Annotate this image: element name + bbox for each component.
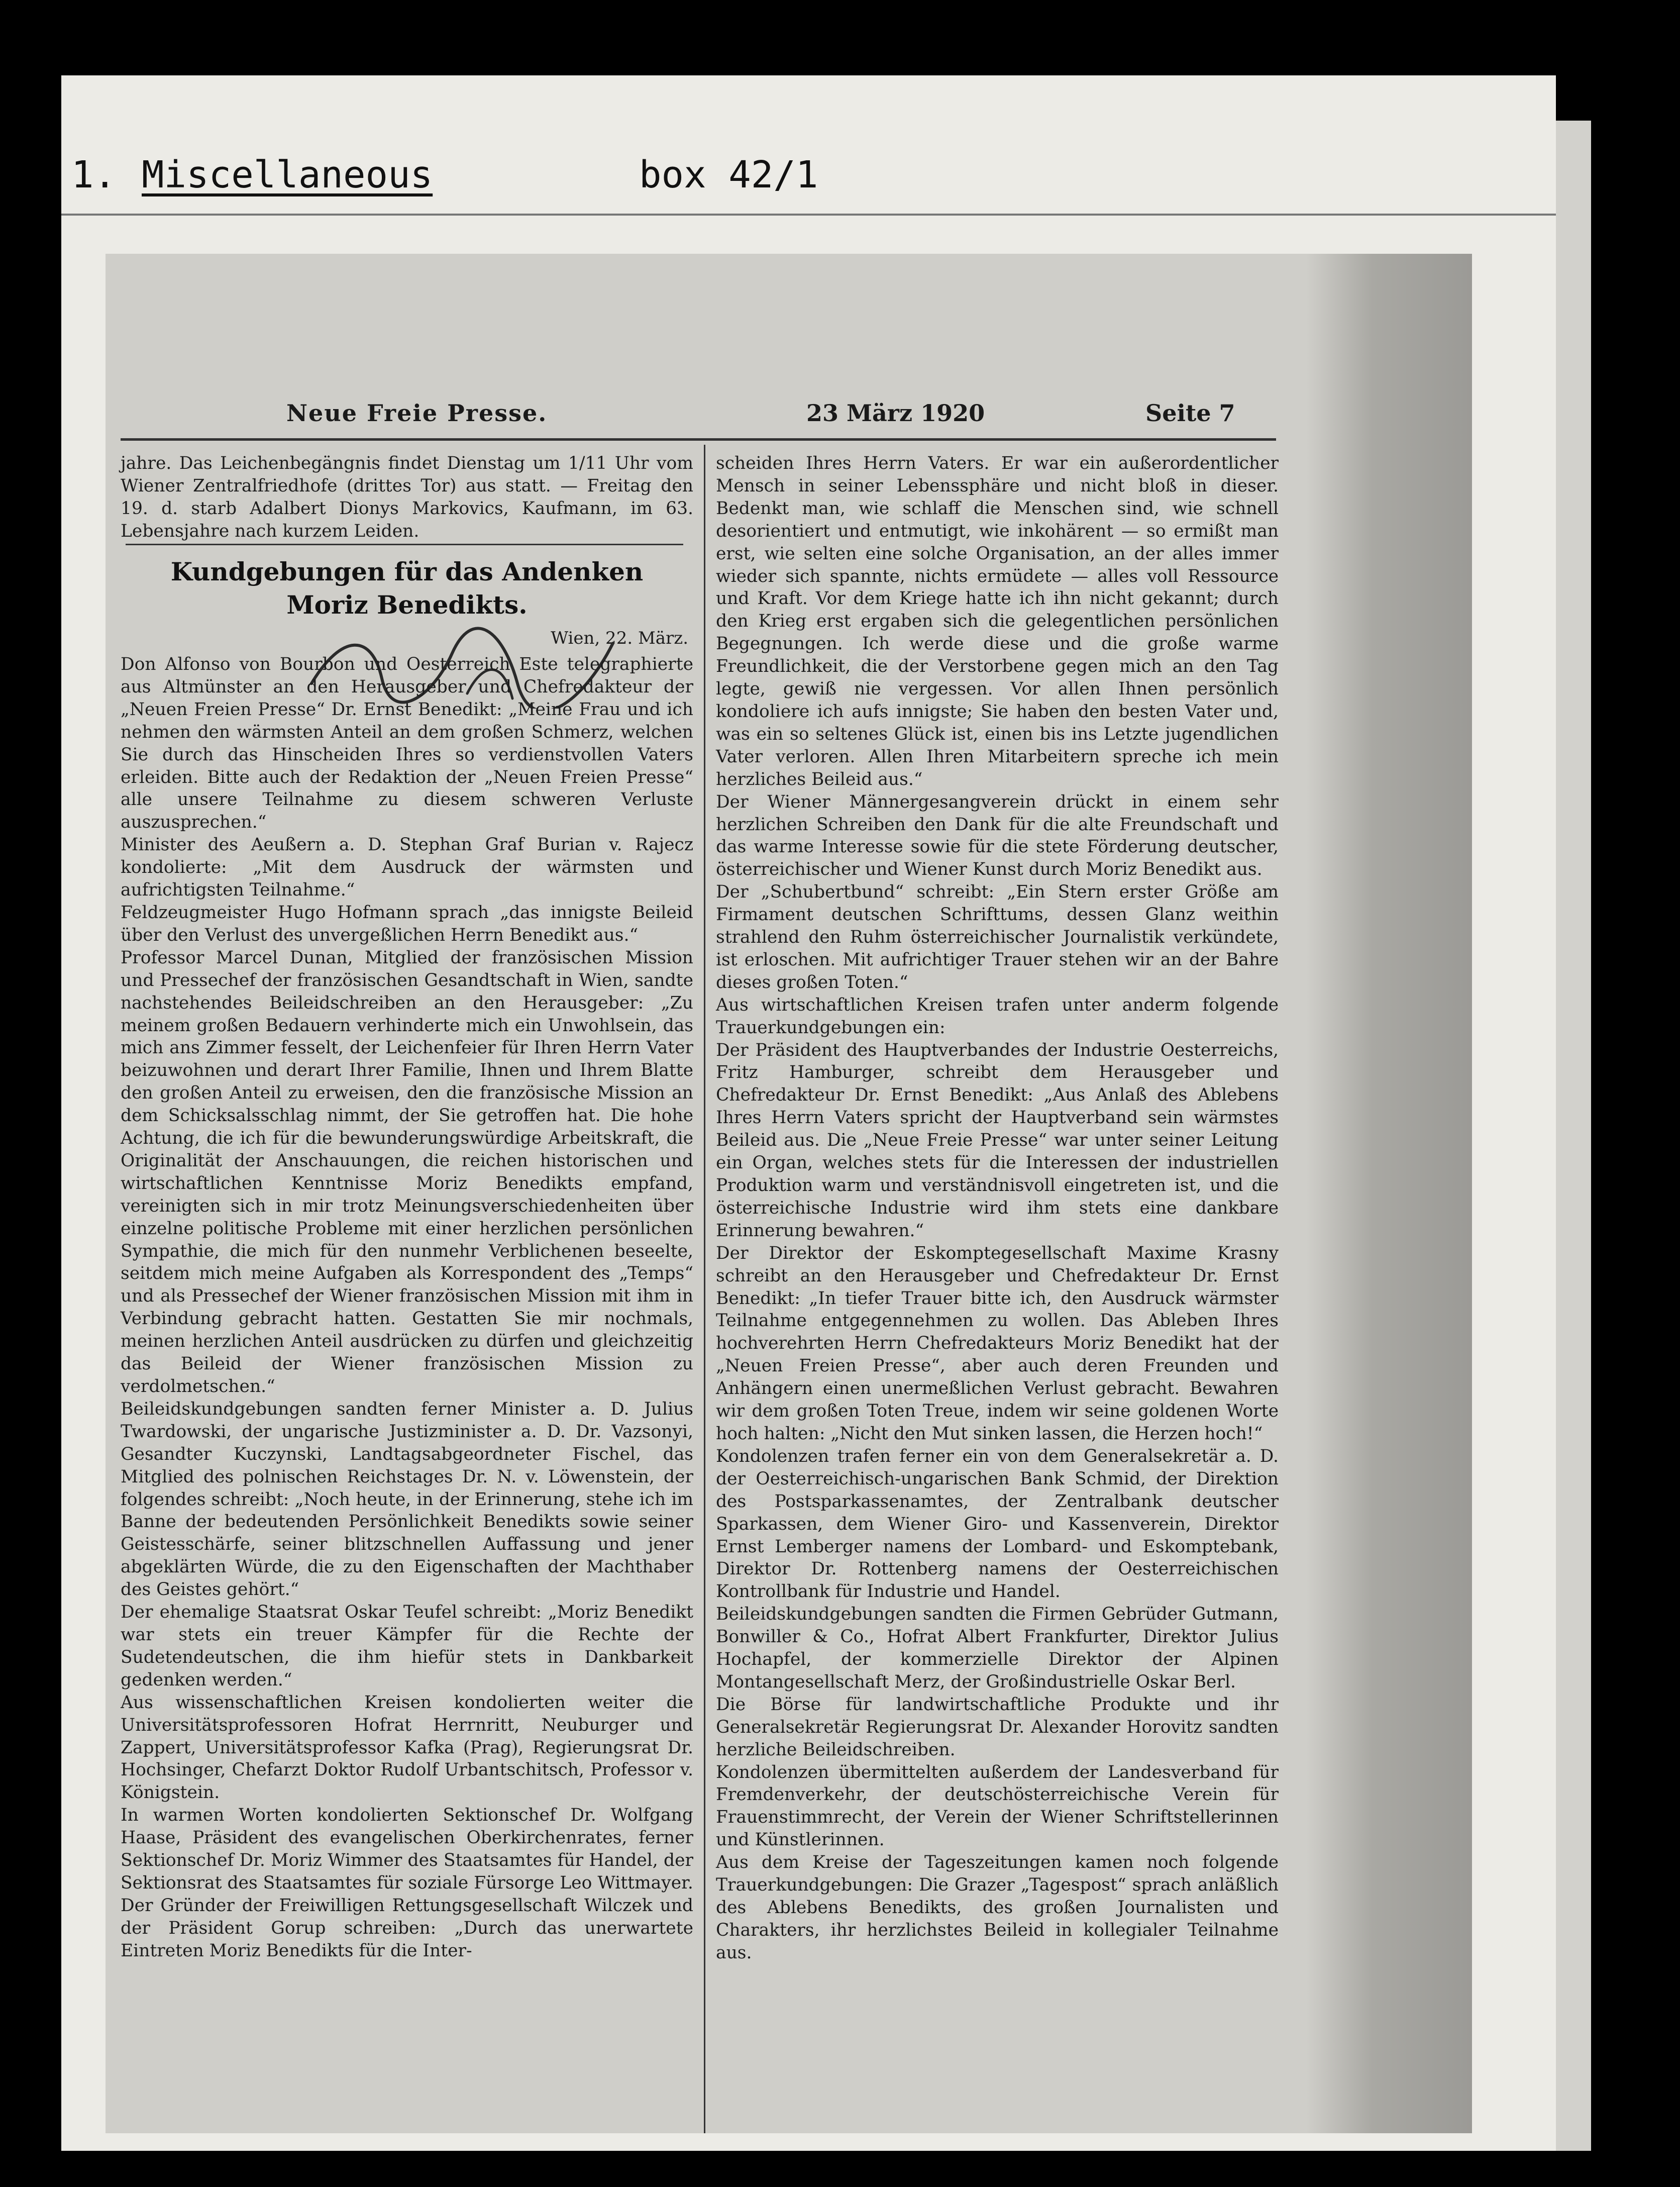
paragraph: Aus wissenschaftlichen Kreisen kondolierten weiter die Universitätsprofessoren Hofrat Herrnritt, Neuburger und Zappert, Universitätsprofessor Kafka (Prag), Regierungsrat Dr. Hochsinger, Chefarzt Doktor Rudolf Urbantschitsch, Professor v. Königstein. xyxy=(121,1692,693,1803)
sheet-edge xyxy=(1556,121,1591,2151)
newspaper-masthead xyxy=(121,400,1271,435)
newspaper-name: Neue Freie Presse. xyxy=(286,400,548,427)
paragraph: Kondolenzen übermittelten außerdem der Landesverband für Fremdenverkehr, der deutschösterreichische Verein für Frauenstimmrecht, der Verein der Wiener Schriftstellerinnen und Künstlerinnen. xyxy=(716,1762,1279,1850)
paragraph: Kondolenzen trafen ferner ein von dem Generalsekretär a. D. der Oesterreichisch-ungarischen Bank Schmid, der Direktion des Postsparkassenamtes, der Zentralbank deutscher Sparkassen, dem Wiener Giro- und Kassenverein, Direktor Ernst Lemberger namens der Lombard- und Eskomptebank, Direktor Dr. Rottenberg namens der Oesterreichischen Kontrollbank für Industrie und Handel. xyxy=(716,1446,1279,1602)
paragraph: Der Direktor der Eskomptegesellschaft Maxime Krasny schreibt an den Herausgeber und Chefredakteur Dr. Ernst Benedikt: „In tiefer Trauer bitte ich, den Ausdruck wärmster Teilnahme entgegennehmen zu wollen. Das Ableben Ihres hochverehrten Herrn Chefredakteurs Moriz Benedikt hat der „Neuen Freien Presse“, aber auch deren Freunden und Anhängern einen unermeßlichen Verlust gebracht. Bewahren wir dem großen Toten Treue, indem wir seine goldenen Worte hoch halten: „Nicht den Mut sinken lassen, die Herzen hoch!“ xyxy=(716,1243,1279,1444)
paragraph: Aus dem Kreise der Tageszeitungen kamen noch folgende Trauerkundgebungen: Die Grazer „Tagespost“ sprach anläßlich des Ablebens Benedikts, des großen Journalisten und Charakters, ihr herzlichstes Beileid in kollegialer Teilnahme aus. xyxy=(716,1852,1279,1963)
paragraph: Don Alfonso von Bourbon und Oesterreich Este telegraphierte aus Altmünster an den Herausgeber und Chefredakteur der „Neuen Freien Presse“ Dr. Ernst Benedikt: „Meine Frau und ich nehmen den wärmsten Anteil an dem großen Schmerz, welchen Sie durch das Hinscheiden Ihres so verdienstvollen Vaters erleiden. Bitte auch der Redaktion der „Neuen Freien Presse“ alle unsere Teilnahme zu diesem schweren Verluste auszusprechen.“ xyxy=(121,654,693,833)
label-series: Miscellaneous xyxy=(142,153,433,196)
label-number: 1. xyxy=(71,153,117,196)
paragraph: Der Präsident des Hauptverbandes der Industrie Oesterreichs, Fritz Hamburger, schreibt dem Herausgeber und Chefredakteur Dr. Ernst Benedikt: „Aus Anlaß des Ablebens Ihres Herrn Vaters spricht der Hauptverband sein wärmstes Beileid aus. Die „Neue Freie Presse“ war unter seiner Leitung ein Organ, welches stets für die Interessen der industriellen Produktion warm und verständnisvoll eingetreten ist, und die österreichische Industrie wird ihm stets eine dankbare Erinnerung bewahren.“ xyxy=(716,1040,1279,1241)
archive-label xyxy=(61,143,1556,219)
column-divider xyxy=(704,445,705,2133)
paragraph: Der Wiener Männergesangverein drückt in einem sehr herzlichen Schreiben den Dank für die alte Freundschaft und das warme Interesse sowie für die stete Förderung deutscher, österreichischer und Wiener Kunst durch Moriz Benedikt aus. xyxy=(716,791,1279,880)
paragraph: Feldzeugmeister Hugo Hofmann sprach „das innigste Beileid über den Verlust des unvergeßlichen Herrn Benedikt aus.“ xyxy=(121,902,693,945)
paragraph: Beileidskundgebungen sandten ferner Minister a. D. Julius Twardowski, der ungarische Justizminister a. D. Dr. Vazsonyi, Gesandter Kuczynski, Landtagsabgeordneter Fischel, das Mitglied des polnischen Reichstages Dr. N. v. Löwenstein, der folgendes schreibt: „Noch heute, in der Erinnerung, stehe ich im Banne der bedeutenden Persönlichkeit Benedikts sowie seiner Geistesschärfe, seiner blitzschnellen Auffassung und jener abgeklärten Würde, die zu den Eigenschaften der Machthaber des Geistes gehört.“ xyxy=(121,1399,693,1600)
column-right xyxy=(716,452,1279,1964)
paragraph: Der ehemalige Staatsrat Oskar Teufel schreibt: „Moriz Benedikt war stets ein treuer Kämpfer für die Rechte der Sudetendeutschen, die ihm hiefür stets in Dankbarkeit gedenken werden.“ xyxy=(121,1602,693,1690)
article-dateline: Wien, 22. März. xyxy=(551,628,688,648)
paragraph: scheiden Ihres Herrn Vaters. Er war ein außerordentlicher Mensch in seiner Lebenssphäre und nicht bloß in dieser. Bedenkt man, wie schlaff die Menschen sind, wie schnell desorientiert und entmutigt, wie inkohärent — so ermißt man erst, wie selten eine solche Organisation, an der alles immer wieder sich spannte, nichts ermüdete — alles voll Ressource und Kraft. Vor dem Kriege hatte ich ihn nicht gekannt; durch den Krieg erst ergaben sich die gelegentlichen persönlichen Begegnungen. Ich werde diese und die große warme Freundlichkeit, die der Verstorbene gegen mich an den Tag legte, gewiß nie vergessen. Vor allen Ihnen persönlich kondoliere ich aufs innigste; Sie haben den besten Vater und, was ein so seltenes Glück ist, einen bis ins Letzte jugendlichen Vater verloren. Allen Ihren Mitarbeitern spreche ich mein herzliches Beileid aus.“ xyxy=(716,453,1279,789)
column-left-intro xyxy=(121,452,693,543)
masthead-rule xyxy=(121,438,1276,441)
paragraph: Aus wirtschaftlichen Kreisen trafen unter anderm folgende Trauerkundgebungen ein: xyxy=(716,995,1279,1038)
column-left xyxy=(121,653,693,1962)
article-headline: Kundgebungen für das Andenken Moriz Benedikts. xyxy=(170,557,644,620)
paragraph: Der „Schubertbund“ schreibt: „Ein Stern erster Größe am Firmament deutschen Schrifttums, dessen Glanz weithin strahlend den Ruhm österreichischer Journalistik verkündete, ist erloschen. Mit aufrichtiger Trauer stehen wir an der Bahre dieses großen Toten.“ xyxy=(716,882,1279,992)
issue-date: 23 März 1920 xyxy=(806,400,985,427)
paragraph: Beileidskundgebungen sandten die Firmen Gebrüder Gutmann, Bonwiller & Co., Hofrat Albert Frankfurter, Direktor Julius Hochapfel, der kommerzielle Direktor der Alpinen Montangesellschaft Merz, der Großindustrielle Oskar Berl. xyxy=(716,1604,1279,1692)
label-divider xyxy=(61,214,1556,216)
clipping-shadow xyxy=(1306,254,1472,2133)
paragraph: Die Börse für landwirtschaftliche Produkte und ihr Generalsekretär Regierungsrat Dr. Alexander Horovitz sandten herzliche Beileidschreiben. xyxy=(716,1694,1279,1760)
page-number: Seite 7 xyxy=(1145,400,1235,427)
obituary-intro: jahre. Das Leichenbegängnis findet Dienstag um 1/11 Uhr vom Wiener Zentralfriedhofe (drittes Tor) aus statt. — Freitag den 19. d. starb Adalbert Dionys Markovics, Kaufmann, im 63. Lebensjahre nach kurzem Leiden. xyxy=(121,453,693,541)
paragraph: In warmen Worten kondolierten Sektionschef Dr. Wolfgang Haase, Präsident des evangelischen Oberkirchenrates, ferner Sektionschef Dr. Moriz Wimmer des Staatsamtes für Handel, der Sektionsrat des Staatsamtes für soziale Fürsorge Leo Wittmayer. xyxy=(121,1805,693,1893)
paragraph: Der Gründer der Freiwilligen Rettungsgesellschaft Wilczek und der Präsident Gorup schreiben: „Durch das unerwartete Eintreten Moriz Benedikts für die Inter- xyxy=(121,1895,693,1961)
paragraph: Minister des Aeußern a. D. Stephan Graf Burian v. Rajecz kondolierte: „Mit dem Ausdruck der wärmsten und aufrichtigsten Teilnahme.“ xyxy=(121,835,693,901)
section-rule xyxy=(126,544,683,545)
paragraph: Professor Marcel Dunan, Mitglied der französischen Mission und Pressechef der französischen Gesandtschaft in Wien, sandte nachstehendes Beileidschreiben an den Herausgeber: „Zu meinem großen Bedauern verhinderte mich ein Unwohlsein, das mich ans Zimmer fesselt, der Leichenfeier für Ihren Herrn Vater beizuwohnen und derart Ihrer Familie, Ihnen und Ihrem Blatte den großen Anteil zu erweisen, den die französische Mission an dem Schicksalsschlag nimmt, der Sie getroffen hat. Die hohe Achtung, die ich für die bewunderungswürdige Arbeitskraft, die Originalität der Anschauungen, die reichen historischen und wirtschaftlichen Kenntnisse Moriz Benedikts empfand, vereinigten sich in mir trotz Meinungsverschiedenheiten über einzelne politische Probleme mit einer herzlichen persönlichen Sympathie, die mich für den nunmehr Verblichenen beseelte, seitdem mich meine Aufgaben als Korrespondent des „Temps“ und als Pressechef der Wiener französischen Mission mit ihm in Verbindung gebracht hatten. Gestatten Sie mir nochmals, meinen herzlichen Anteil ausdrücken zu dürfen und gleichzeitig das Beileid der Wiener französischen Mission zu verdolmetschen.“ xyxy=(121,947,693,1397)
label-box: box 42/1 xyxy=(639,153,818,196)
